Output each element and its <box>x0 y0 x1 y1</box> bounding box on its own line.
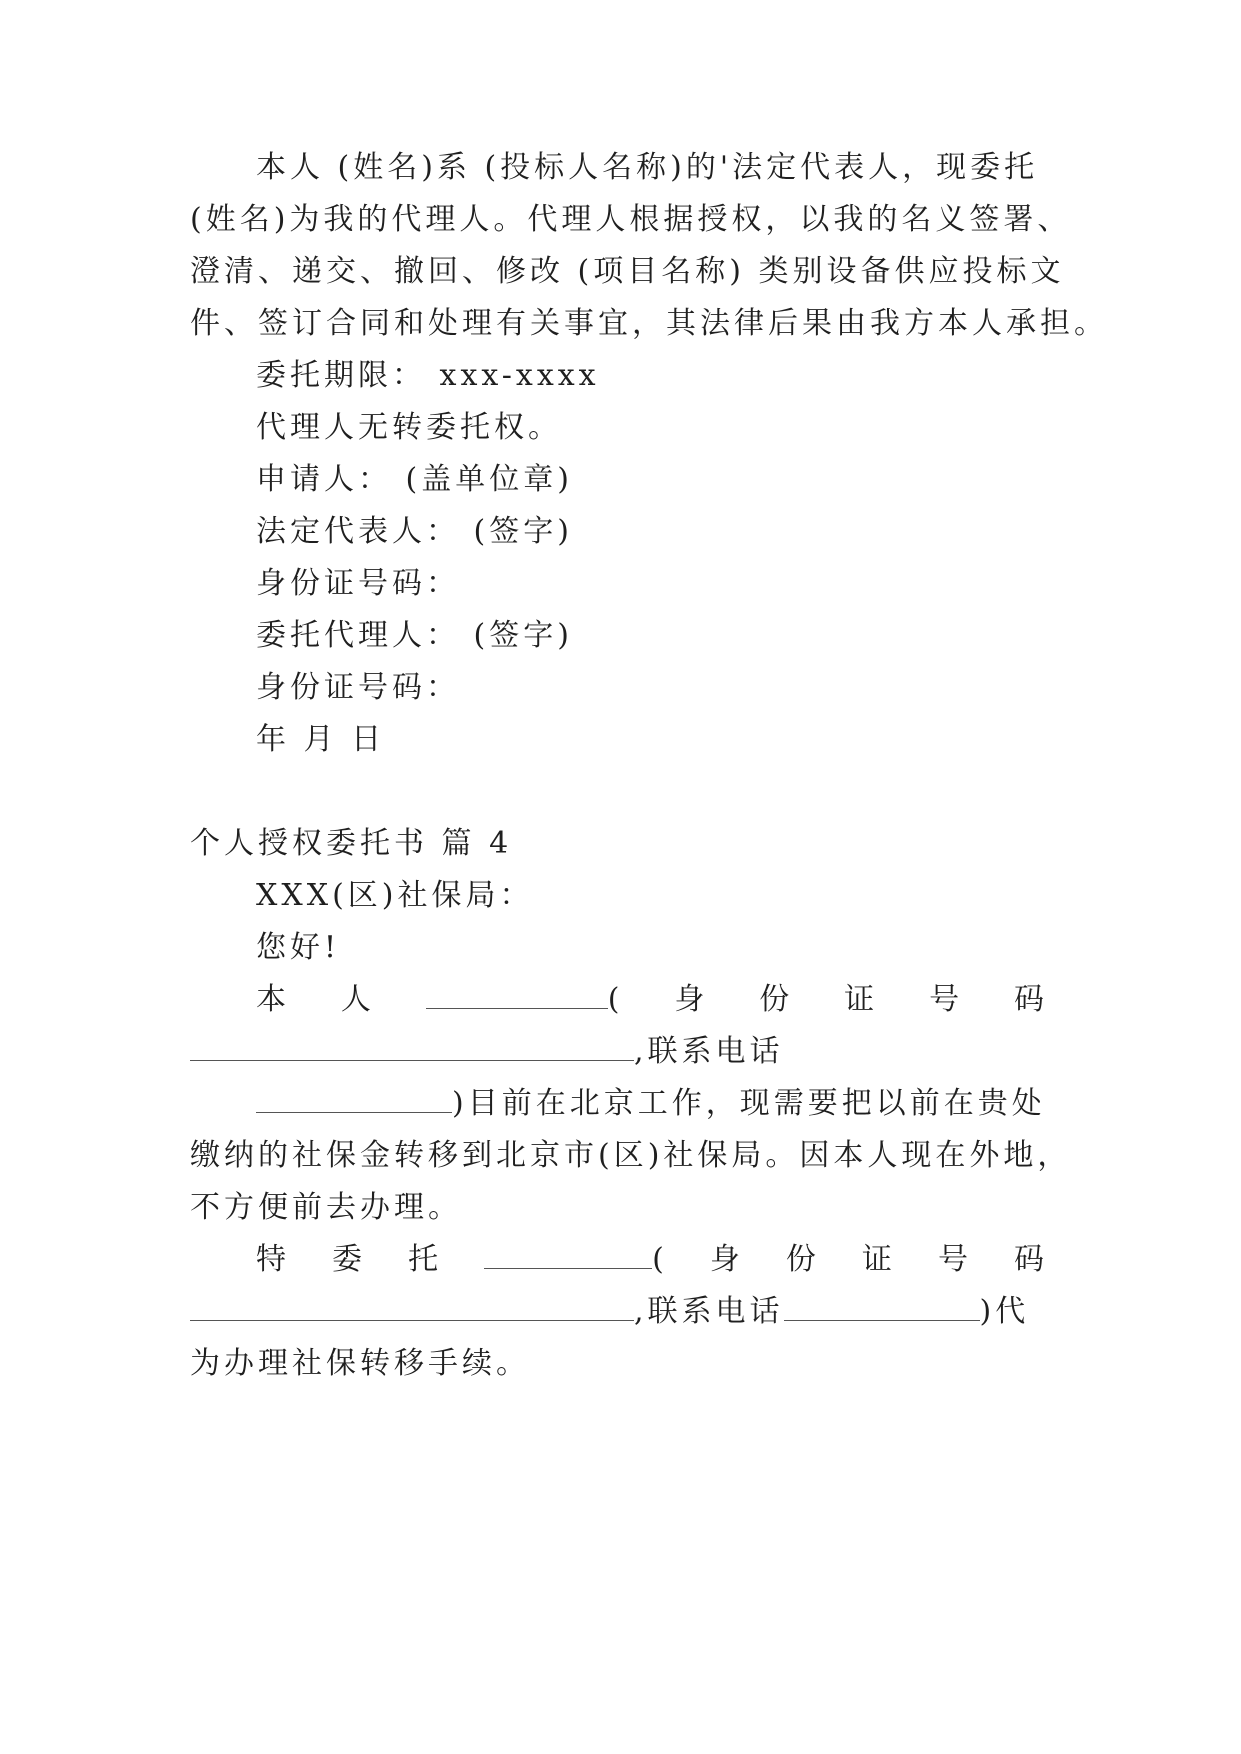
no-subdelegation-line: 代理人无转委托权。 <box>256 410 562 445</box>
para-line: 件、签订合同和处理有关事宜，其法律后果由我方本人承担。 <box>190 306 1108 341</box>
id-number-line: 身份证号码： <box>256 566 460 601</box>
char: 特 <box>256 1242 290 1277</box>
char: 号 <box>937 1242 972 1277</box>
section-title: 个人授权委托书 篇 4 <box>190 826 513 861</box>
para-line <box>190 1032 784 1072</box>
char: 证 <box>861 1242 896 1277</box>
char: 份 <box>785 1242 820 1277</box>
phone-label: ,联系电话 <box>634 1294 784 1329</box>
term-line: 委托期限： xxx-xxxx <box>256 358 600 393</box>
char: 证 <box>844 982 879 1017</box>
phone-label: ,联系电话 <box>634 1034 784 1069</box>
char: 码 <box>1013 982 1048 1017</box>
para-line <box>190 1292 1029 1332</box>
para-line: 为办理社保转移手续。 <box>190 1346 530 1381</box>
char: 号 <box>929 982 964 1017</box>
greeting-line: 您好! <box>256 930 341 965</box>
para-line-justified <box>256 1240 1048 1280</box>
blank-field <box>784 1294 980 1321</box>
agent-line: 委托代理人： (签字) <box>256 618 573 653</box>
para-line: 澄清、递交、撤回、修改 (项目名称) 类别设备供应投标文 <box>190 254 1065 289</box>
blank-field <box>256 1086 452 1113</box>
addressee-line: XXX(区)社保局： <box>256 878 534 913</box>
para-line-justified <box>256 980 1048 1020</box>
char: 委 <box>332 1242 367 1277</box>
char: 身 <box>674 982 709 1017</box>
char: 人 <box>340 982 375 1017</box>
blank-with-paren <box>426 980 624 1020</box>
para-line <box>256 1084 1046 1124</box>
blank-field <box>426 982 608 1009</box>
id-number-line: 身份证号码： <box>256 670 460 705</box>
char: ( <box>607 982 624 1017</box>
char: 份 <box>759 982 794 1017</box>
char: 身 <box>709 1242 744 1277</box>
blank-with-paren <box>484 1240 668 1280</box>
blank-field <box>484 1242 652 1269</box>
para-line: 缴纳的社保金转移到北京市(区)社保局。因本人现在外地， <box>190 1138 1072 1173</box>
para-line: 本人 (姓名)系 (投标人名称)的'法定代表人，现委托 <box>256 150 1039 185</box>
applicant-line: 申请人： (盖单位章) <box>256 462 573 497</box>
char: 托 <box>408 1242 443 1277</box>
para-line: (姓名)为我的代理人。代理人根据授权，以我的名义签署、 <box>190 202 1072 237</box>
blank-field <box>190 1034 634 1061</box>
char: 码 <box>1013 1242 1048 1277</box>
para-text: )代 <box>979 1294 1030 1329</box>
para-text: )目前在北京工作，现需要把以前在贵处 <box>452 1086 1046 1121</box>
para-line: 不方便前去办理。 <box>190 1190 462 1225</box>
legal-rep-line: 法定代表人： (签字) <box>256 514 573 549</box>
date-line: 年 月 日 <box>256 722 386 757</box>
char: ( <box>652 1242 668 1277</box>
blank-field <box>190 1294 634 1321</box>
char: 本 <box>256 982 290 1017</box>
